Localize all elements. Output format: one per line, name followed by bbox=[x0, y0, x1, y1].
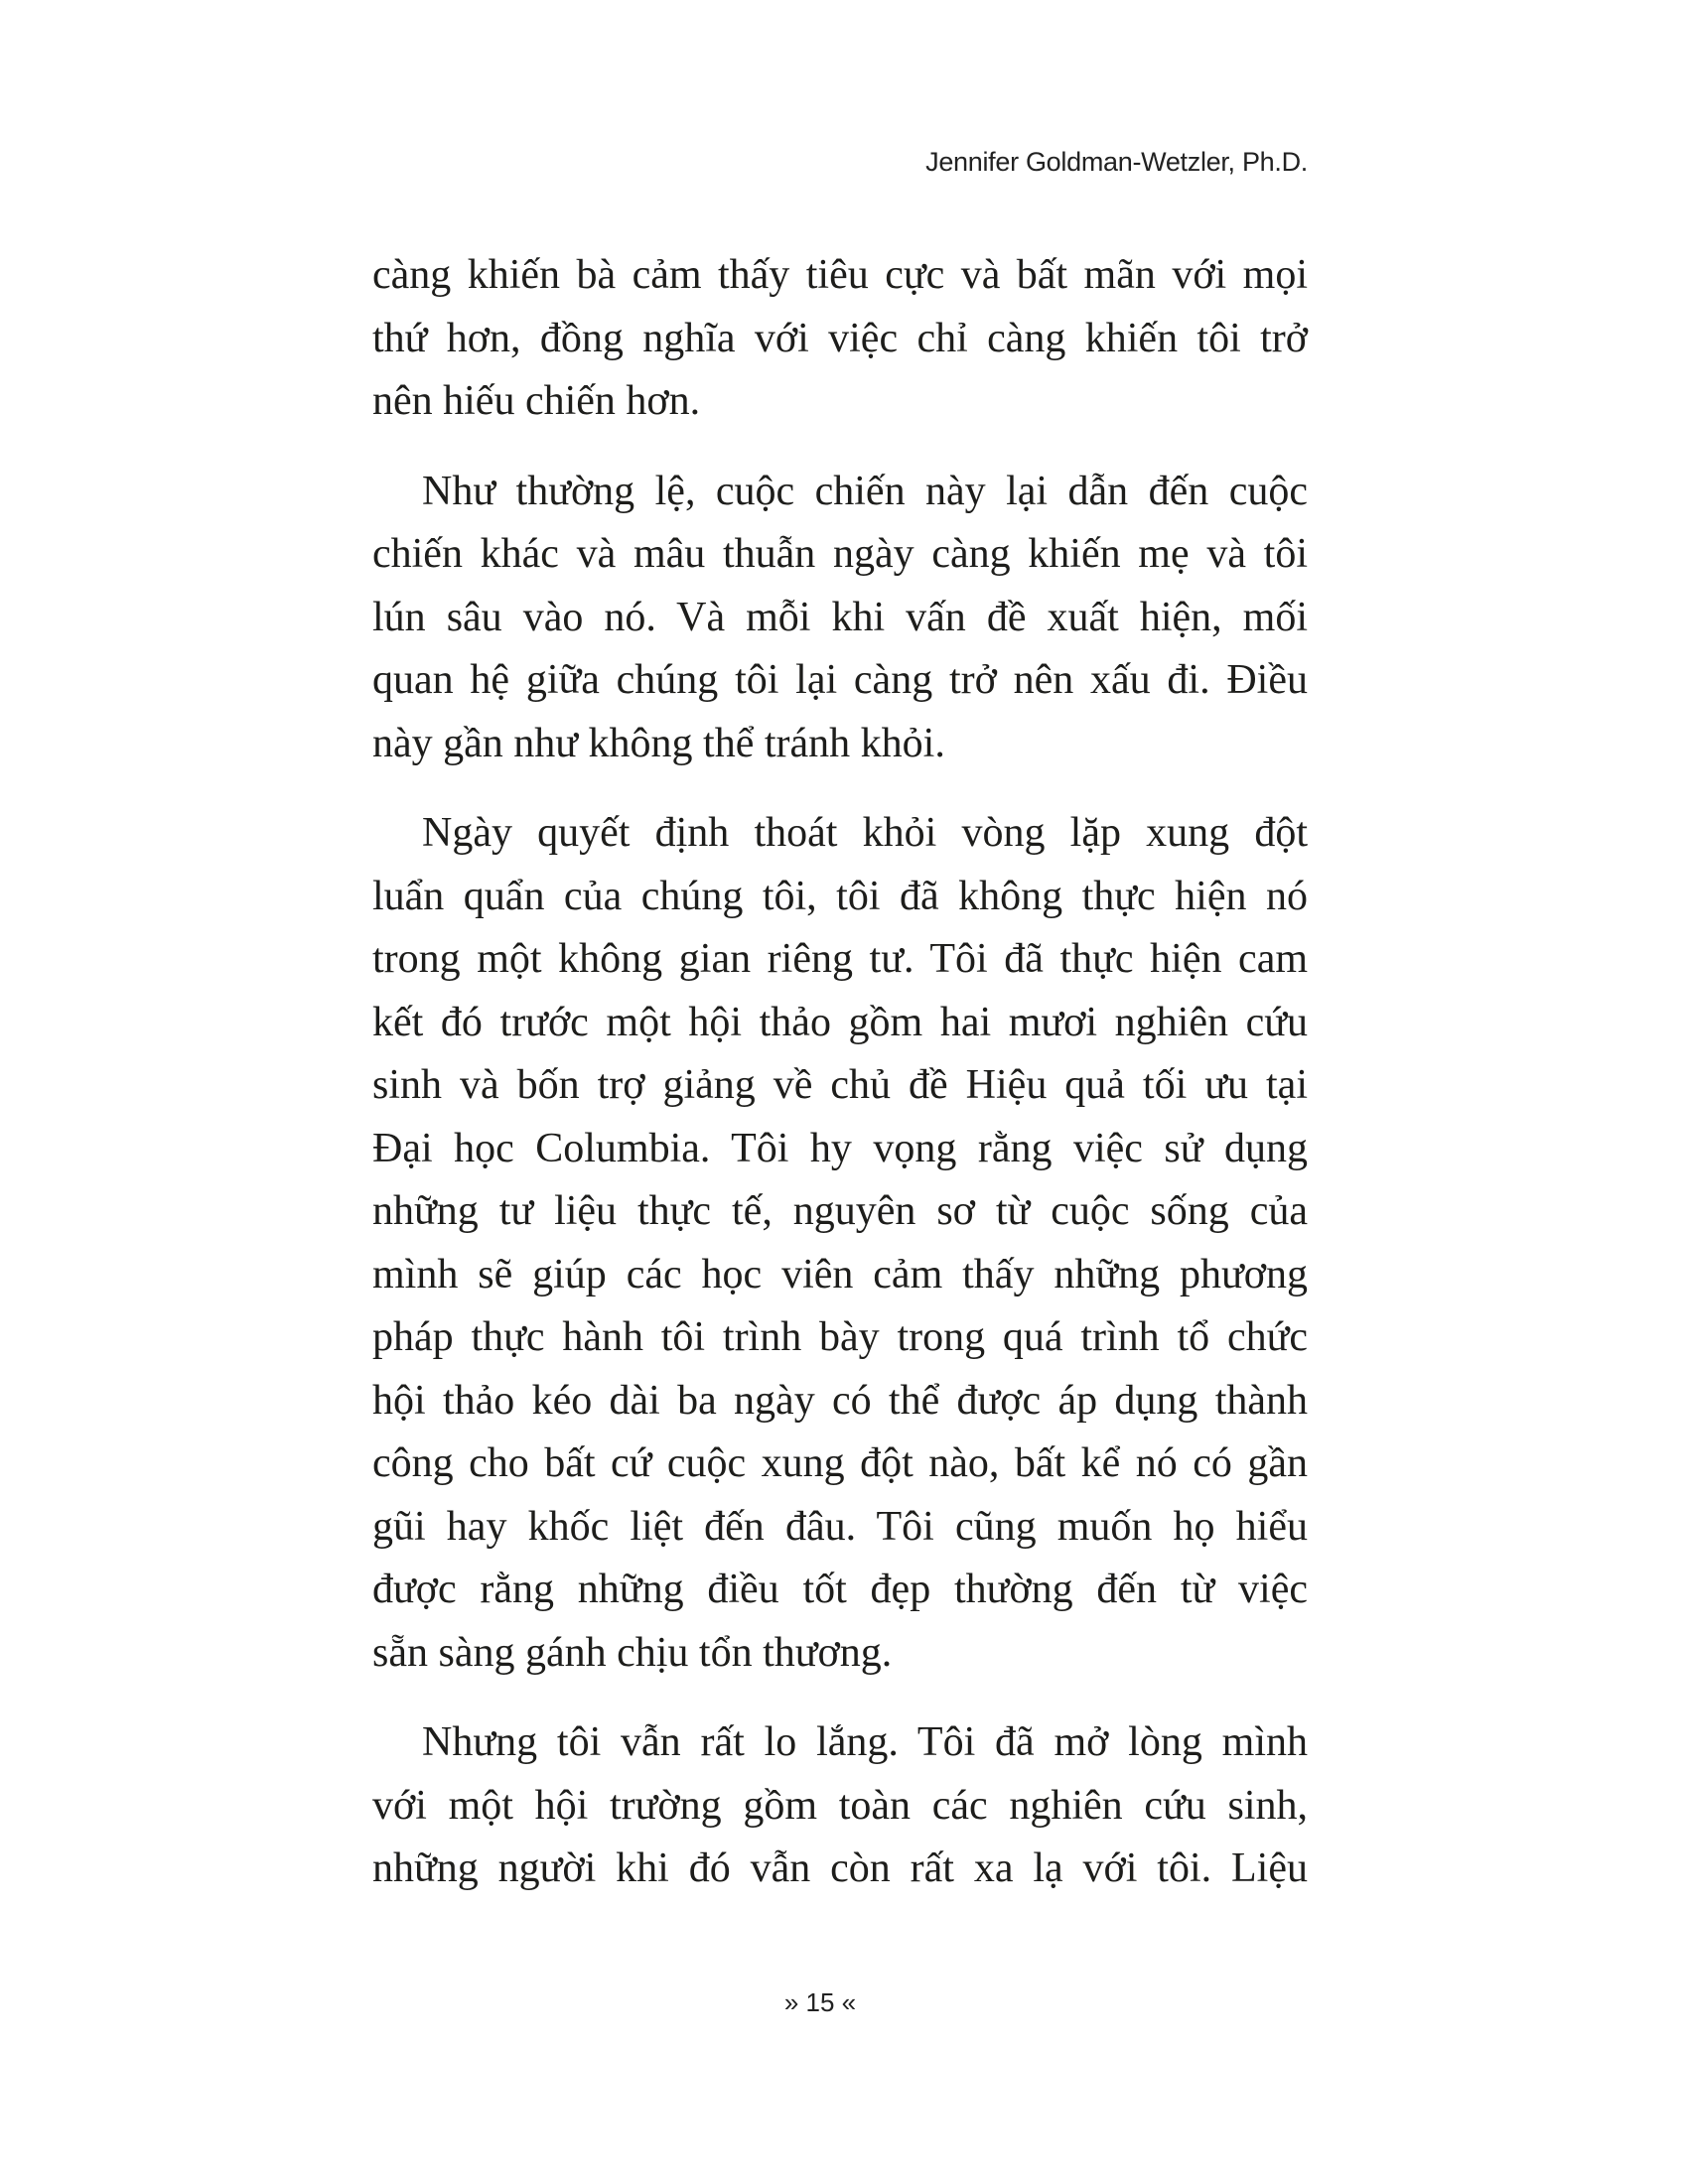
text-line: pháp thực hành tôi trình bày trong quá trình tổ chức bbox=[372, 1314, 1308, 1360]
text-line: càng khiến bà cảm thấy tiêu cực và bất mãn với mọi bbox=[372, 252, 1308, 298]
text-line: được rằng những điều tốt đẹp thường đến từ việc bbox=[372, 1567, 1308, 1612]
text-line: nên hiếu chiến hơn. bbox=[372, 378, 701, 424]
text-line: công cho bất cứ cuộc xung đột nào, bất kể nó có gần bbox=[372, 1440, 1308, 1486]
text-line: Đại học Columbia. Tôi hy vọng rằng việc sử dụng bbox=[372, 1125, 1308, 1171]
text-line: Như thường lệ, cuộc chiến này lại dẫn đến cuộc bbox=[422, 468, 1308, 514]
running-head: Jennifer Goldman-Wetzler, Ph.D. bbox=[925, 147, 1308, 177]
text-line: chiến khác và mâu thuẫn ngày càng khiến mẹ và tôi bbox=[372, 531, 1308, 577]
text-line: mình sẽ giúp các học viên cảm thấy những phương bbox=[372, 1251, 1308, 1297]
paragraph bbox=[372, 244, 1308, 434]
body-text bbox=[372, 244, 1308, 1928]
paragraph bbox=[372, 802, 1308, 1685]
text-line: những người khi đó vẫn còn rất xa lạ với tôi. Liệu bbox=[372, 1845, 1308, 1891]
text-line: Ngày quyết định thoát khỏi vòng lặp xung đột bbox=[422, 810, 1308, 856]
text-line: kết đó trước một hội thảo gồm hai mươi nghiên cứu bbox=[372, 999, 1308, 1045]
text-line: này gần như không thể tránh khỏi. bbox=[372, 720, 945, 766]
text-line: gũi hay khốc liệt đến đâu. Tôi cũng muốn họ hiểu bbox=[372, 1503, 1308, 1550]
text-line: luẩn quẩn của chúng tôi, tôi đã không thực hiện nó bbox=[372, 873, 1308, 919]
text-line: trong một không gian riêng tư. Tôi đã thực hiện cam bbox=[372, 936, 1308, 982]
text-line: quan hệ giữa chúng tôi lại càng trở nên xấu đi. Điều bbox=[372, 657, 1308, 703]
text-line: những tư liệu thực tế, nguyên sơ từ cuộc sống của bbox=[372, 1188, 1308, 1234]
text-line: sẵn sàng gánh chịu tổn thương. bbox=[372, 1629, 893, 1676]
page-number: » 15 « bbox=[783, 1987, 857, 2017]
paragraph bbox=[372, 1711, 1308, 1901]
text-line: lún sâu vào nó. Và mỗi khi vấn đề xuất hiện, mối bbox=[372, 594, 1308, 640]
text-line: thứ hơn, đồng nghĩa với việc chỉ càng khiến tôi trở bbox=[372, 315, 1308, 361]
text-line: hội thảo kéo dài ba ngày có thể được áp dụng thành bbox=[372, 1377, 1308, 1424]
text-line: với một hội trường gồm toàn các nghiên cứu sinh, bbox=[372, 1782, 1308, 1829]
text-line: Nhưng tôi vẫn rất lo lắng. Tôi đã mở lòng mình bbox=[422, 1719, 1308, 1765]
text-line: sinh và bốn trợ giảng về chủ đề Hiệu quả tối ưu tại bbox=[372, 1062, 1308, 1108]
paragraph bbox=[372, 461, 1308, 776]
